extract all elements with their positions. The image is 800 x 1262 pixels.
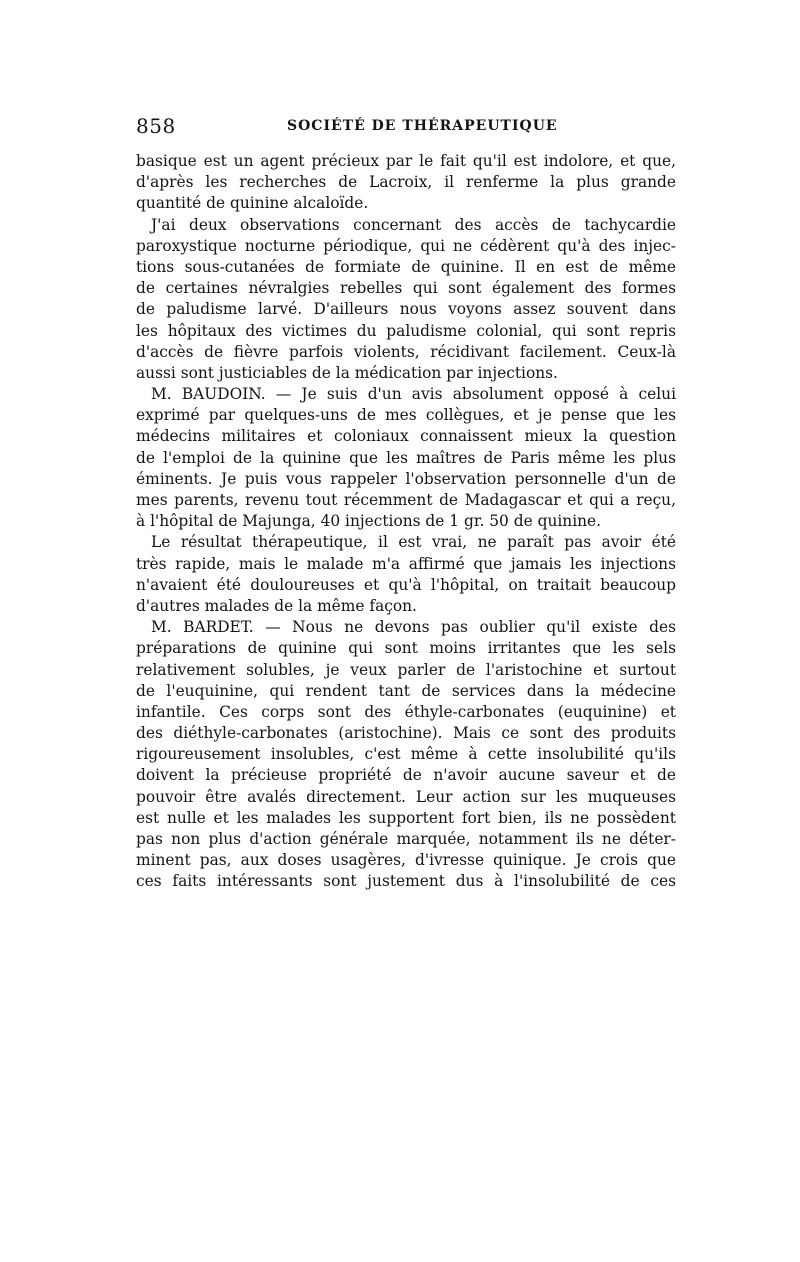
text-line: très rapide, mais le malade m'a affirmé que jamais les injections — [136, 554, 676, 573]
text-line: doivent la précieuse propriété de n'avoir aucune saveur et de — [136, 766, 676, 785]
text-line: minent pas, aux doses usagères, d'ivresse quinique. Je crois que — [136, 851, 676, 870]
text-line: n'avaient été douloureuses et qu'à l'hôpital, on traitait beaucoup — [136, 575, 676, 594]
page-number: 858 — [136, 114, 176, 138]
body-text — [136, 151, 676, 893]
text-line: J'ai deux observations concernant des accès de tachycardie — [151, 215, 676, 234]
text-line: relativement solubles, je veux parler de l'aristochine et surtout — [136, 660, 676, 679]
text-line: d'après les recherches de Lacroix, il renferme la plus grande — [136, 173, 676, 192]
text-line: M. BARDET. — Nous ne devons pas oublier qu'il existe des — [151, 618, 676, 637]
text-line: pouvoir être avalés directement. Leur action sur les muqueuses — [136, 787, 676, 806]
text-line: de certaines névralgies rebelles qui sont également des formes — [136, 279, 676, 298]
text-line: Le résultat thérapeutique, il est vrai, ne paraît pas avoir été — [151, 533, 676, 552]
text-line: quantité de quinine alcaloïde. — [136, 194, 369, 213]
text-line: infantile. Ces corps sont des éthyle-carbonates (euquinine) et — [136, 702, 676, 721]
text-line: paroxystique nocturne périodique, qui ne cédèrent qu'à des injec- — [136, 236, 676, 255]
text-line: ces faits intéressants sont justement dus à l'insolubilité de ces — [136, 872, 676, 891]
text-line: tions sous-cutanées de formiate de quinine. Il en est de même — [136, 257, 676, 276]
text-line: est nulle et les malades les supportent fort bien, ils ne possèdent — [136, 808, 676, 827]
text-line: des diéthyle-carbonates (aristochine). Mais ce sont des produits — [136, 724, 676, 743]
text-line: d'autres malades de la même façon. — [136, 596, 417, 615]
text-line: préparations de quinine qui sont moins irritantes que les sels — [136, 639, 676, 658]
text-line: pas non plus d'action générale marquée, notamment ils ne déter- — [136, 830, 676, 848]
text-line: les hôpitaux des victimes du paludisme colonial, qui sont repris — [136, 321, 676, 340]
text-line: de l'emploi de la quinine que les maîtres de Paris même les plus — [136, 448, 676, 467]
text-line: basique est un agent précieux par le fait qu'il est indolore, et que, — [136, 152, 676, 170]
text-line: de l'euquinine, qui rendent tant de services dans la médecine — [136, 681, 676, 700]
text-line: éminents. Je puis vous rappeler l'observation personnelle d'un de — [136, 469, 676, 488]
text-line: aussi sont justiciables de la médication par injections. — [136, 363, 558, 382]
text-line: de paludisme larvé. D'ailleurs nous voyons assez souvent dans — [136, 300, 676, 319]
text-line: d'accès de fièvre parfois violents, récidivant facilement. Ceux-là — [136, 342, 676, 361]
text-line: M. BAUDOIN. — Je suis d'un avis absolument opposé à celui — [151, 385, 676, 404]
text-line: à l'hôpital de Majunga, 40 injections de 1 gr. 50 de quinine. — [136, 512, 602, 531]
text-line: rigoureusement insolubles, c'est même à cette insolubilité qu'ils — [136, 745, 676, 764]
text-line: médecins militaires et coloniaux connaissent mieux la question — [136, 427, 676, 446]
text-line: exprimé par quelques-uns de mes collègues, et je pense que les — [136, 406, 676, 425]
running-head: SOCIÉTÉ DE THÉRAPEUTIQUE — [287, 118, 558, 134]
page-header — [136, 114, 676, 144]
text-line: mes parents, revenu tout récemment de Madagascar et qui a reçu, — [136, 491, 676, 509]
